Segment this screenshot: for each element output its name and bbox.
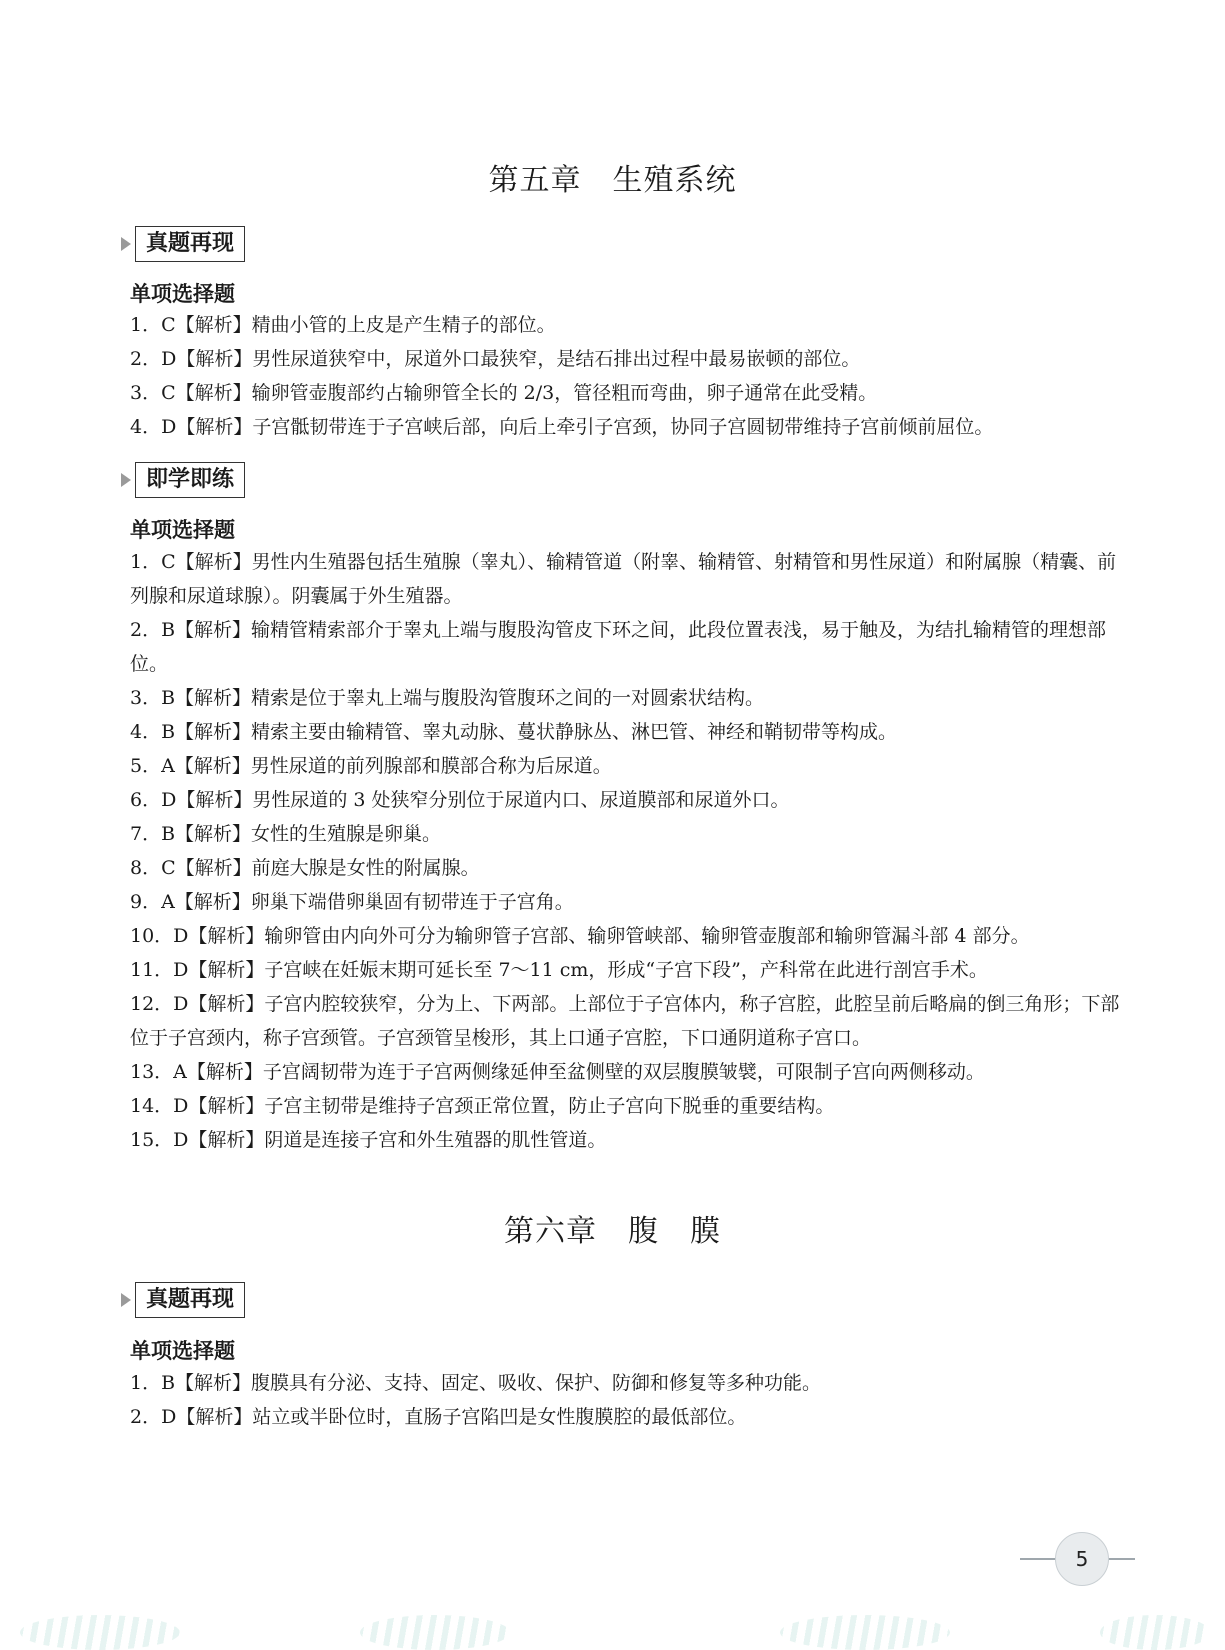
answer-item: 2．D【解析】男性尿道狭窄中，尿道外口最狭窄，是结石排出过程中最易嵌顿的部位。 <box>130 348 861 370</box>
answer-item: 10．D【解析】输卵管由内向外可分为输卵管子宫部、输卵管峡部、输卵管壶腹部和输卵管漏斗部 4 部分。 <box>130 925 1030 947</box>
page-number: 5 <box>1055 1532 1109 1586</box>
answer-item: 3．B【解析】精索是位于睾丸上端与腹股沟管腹环之间的一对圆索状结构。 <box>130 687 765 709</box>
section-tag-label: 真题再现 <box>135 1282 245 1318</box>
question-type-heading: 单项选择题 <box>130 518 235 542</box>
chapter-title: 第五章 生殖系统 <box>488 163 737 198</box>
answer-item: 11．D【解析】子宫峡在妊娠末期可延长至 7～11 cm，形成“子宫下段”，产科常在此进行剖宫手术。 <box>130 959 988 981</box>
answer-item: 9．A【解析】卵巢下端借卵巢固有韧带连于子宫角。 <box>130 891 574 913</box>
triangle-icon <box>121 473 131 487</box>
question-type-heading: 单项选择题 <box>130 1339 235 1363</box>
answer-item: 4．D【解析】子宫骶韧带连于子宫峡后部，向后上牵引子宫颈，协同子宫圆韧带维持子宫前倾前屈位。 <box>130 416 994 438</box>
answer-item: 4．B【解析】精索主要由输精管、睾丸动脉、蔓状静脉丛、淋巴管、神经和鞘韧带等构成。 <box>130 721 898 743</box>
answer-item: 1．B【解析】腹膜具有分泌、支持、固定、吸收、保护、防御和修复等多种功能。 <box>130 1372 822 1394</box>
watermark-decoration <box>360 1615 510 1650</box>
answer-item: 5．A【解析】男性尿道的前列腺部和膜部合称为后尿道。 <box>130 755 612 777</box>
answer-list <box>130 545 1120 1157</box>
answer-item: 15．D【解析】阴道是连接子宫和外生殖器的肌性管道。 <box>130 1129 607 1151</box>
watermark-decoration <box>780 1615 950 1650</box>
section-tag-label: 即学即练 <box>135 462 245 498</box>
answer-item: 3．C【解析】输卵管壶腹部约占输卵管全长的 2/3，管径粗而弯曲，卵子通常在此受精。 <box>130 382 878 404</box>
chapter-title: 第六章 腹 膜 <box>504 1214 721 1249</box>
section-tag <box>121 462 245 498</box>
answer-item: 13．A【解析】子宫阔韧带为连于子宫两侧缘延伸至盆侧壁的双层腹膜皱襞，可限制子宫向两侧移动。 <box>130 1061 985 1083</box>
answer-item: 1．C【解析】男性内生殖器包括生殖腺（睾丸）、输精管道（附睾、输精管、射精管和男性尿道）和附属腺（精囊、前列腺和尿道球腺）。阴囊属于外生殖器。 <box>130 551 1117 607</box>
answer-item: 2．D【解析】站立或半卧位时，直肠子宫陷凹是女性腹膜腔的最低部位。 <box>130 1406 747 1428</box>
answer-item: 2．B【解析】输精管精索部介于睾丸上端与腹股沟管皮下环之间，此段位置表浅，易于触及，为结扎输精管的理想部位。 <box>130 619 1107 675</box>
triangle-icon <box>121 237 131 251</box>
watermark-decoration <box>1100 1615 1210 1650</box>
answer-list <box>130 1366 1120 1434</box>
section-tag-label: 真题再现 <box>135 226 245 262</box>
answer-item: 8．C【解析】前庭大腺是女性的附属腺。 <box>130 857 480 879</box>
answer-item: 12．D【解析】子宫内腔较狭窄，分为上、下两部。上部位于子宫体内，称子宫腔，此腔呈前后略扁的倒三角形；下部位于子宫颈内，称子宫颈管。子宫颈管呈梭形，其上口通子宫腔，下口通阴道称子宫口。 <box>130 993 1120 1049</box>
watermark-decoration <box>20 1615 180 1650</box>
triangle-icon <box>121 1293 131 1307</box>
answer-item: 7．B【解析】女性的生殖腺是卵巢。 <box>130 823 442 845</box>
question-type-heading: 单项选择题 <box>130 282 235 306</box>
section-tag <box>121 226 245 262</box>
answer-list <box>130 308 1120 444</box>
section-tag <box>121 1282 245 1318</box>
answer-item: 14．D【解析】子宫主韧带是维持子宫颈正常位置，防止子宫向下脱垂的重要结构。 <box>130 1095 835 1117</box>
answer-item: 1．C【解析】精曲小管的上皮是产生精子的部位。 <box>130 314 556 336</box>
page-number-rule <box>1020 1558 1060 1560</box>
page-number-badge <box>1020 1527 1135 1587</box>
answer-item: 6．D【解析】男性尿道的 3 处狭窄分别位于尿道内口、尿道膜部和尿道外口。 <box>130 789 790 811</box>
